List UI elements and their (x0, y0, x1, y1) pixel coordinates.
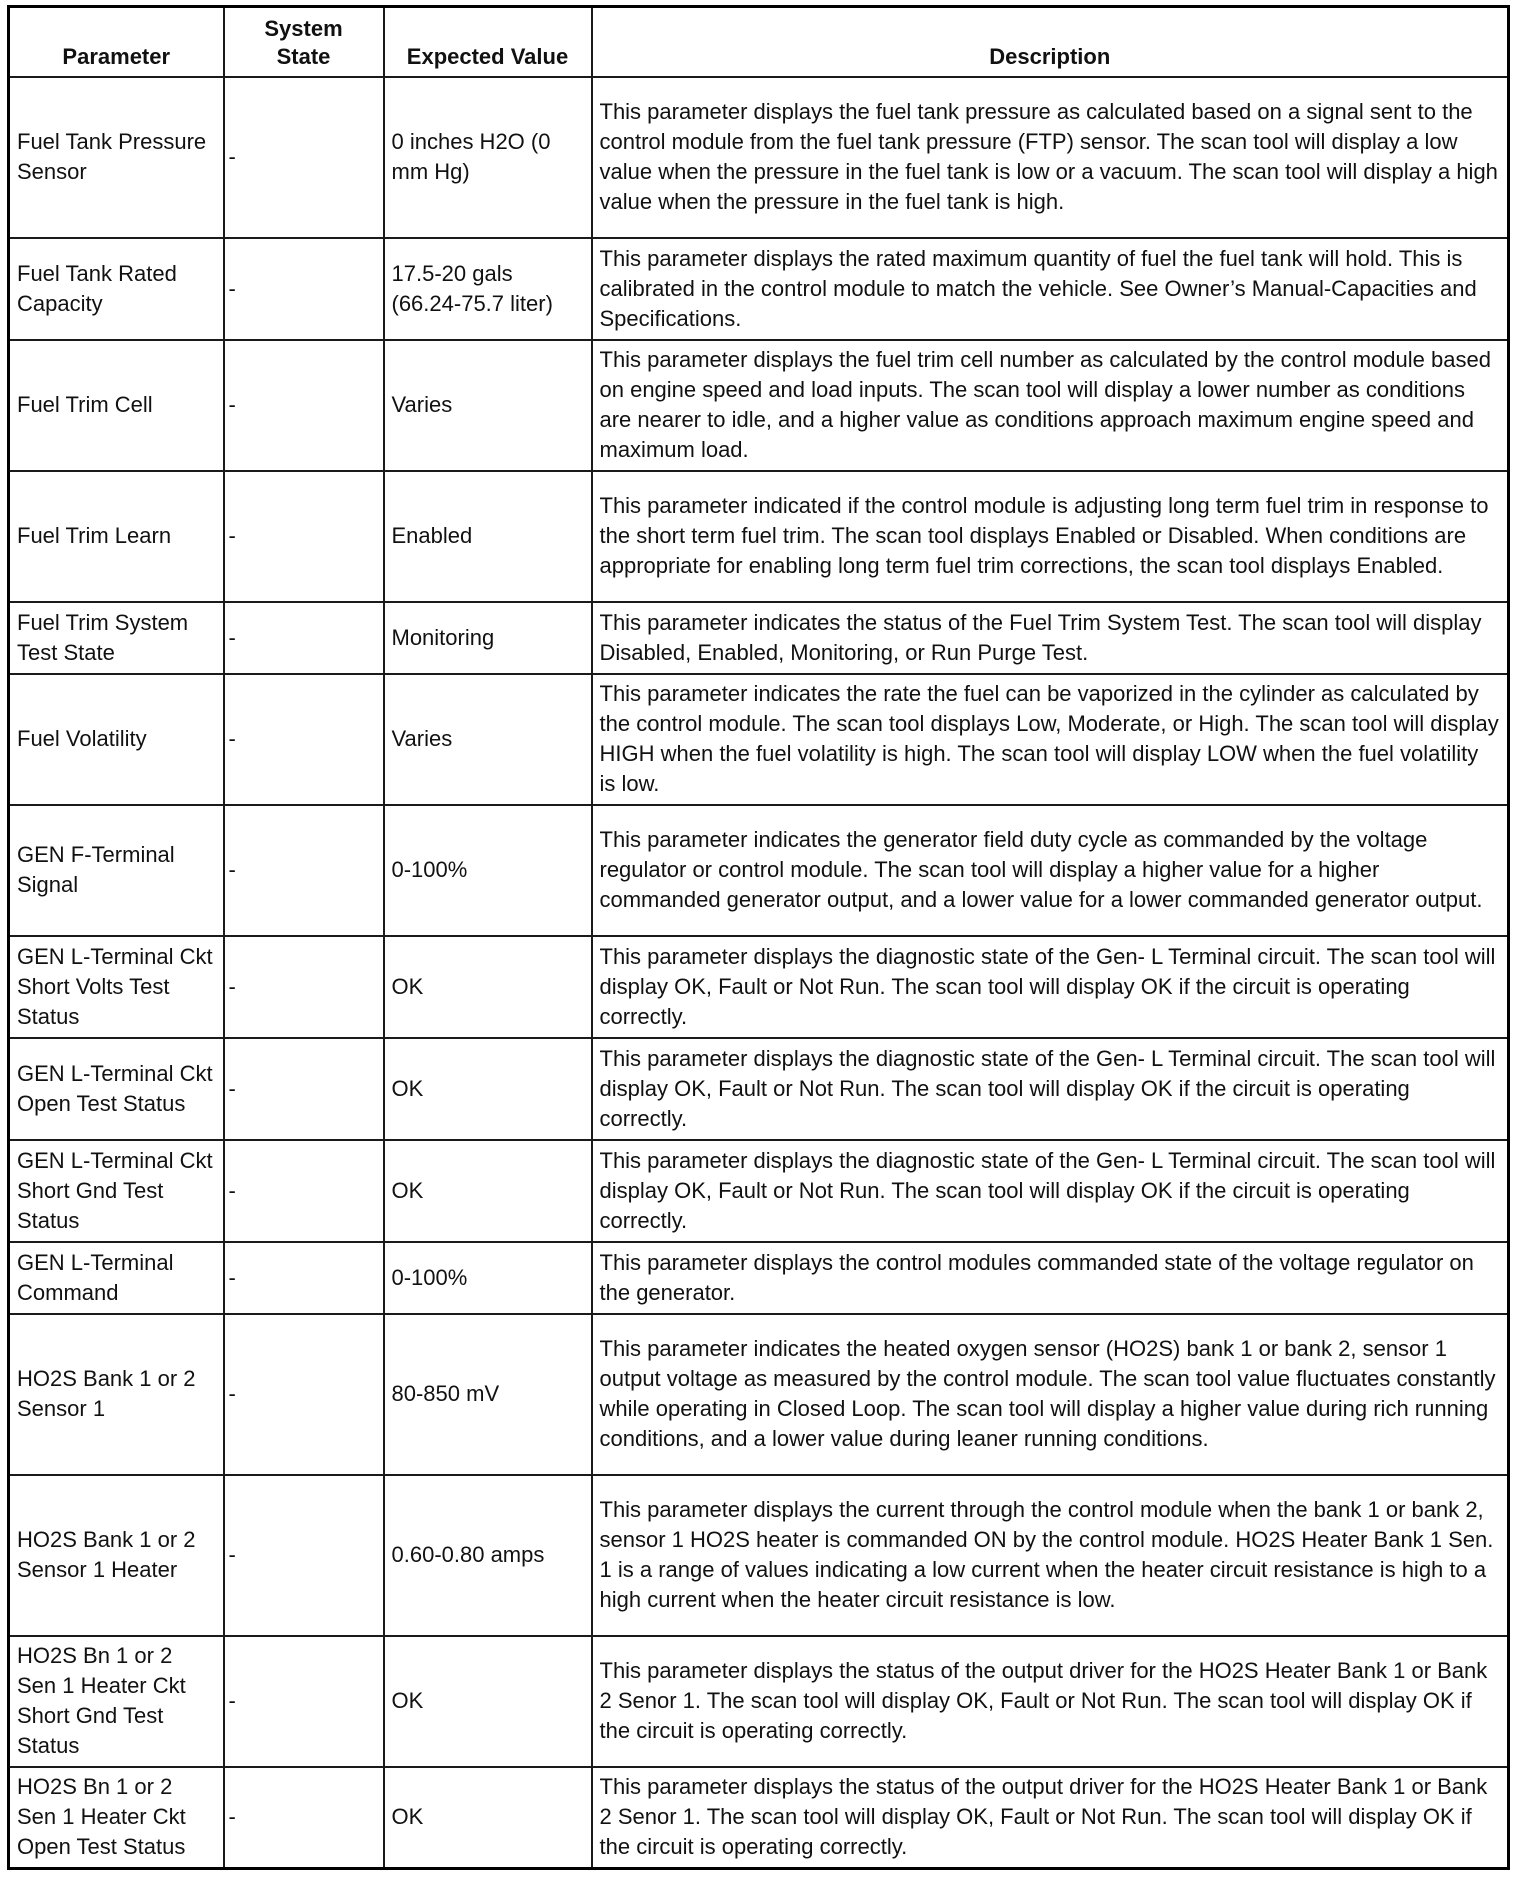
header-system-state-label: System State (264, 15, 343, 69)
row-system-state: - (224, 1314, 384, 1475)
row-system-state: - (224, 936, 384, 1038)
row-expected-value: Monitoring (384, 602, 592, 674)
row-parameter: Fuel Trim Learn (9, 471, 224, 602)
row-parameter: GEN F-Terminal Signal (9, 805, 224, 936)
row-description: This parameter displays the fuel trim cell number as calculated by the control module based on engine speed and load inputs. The scan tool will display a lower number as conditions are nearer to idle, and a higher value as conditions approach maximum engine speed and maximum load. (592, 340, 1509, 471)
row-description: This parameter displays the rated maximum quantity of fuel the fuel tank will hold. This is calibrated in the control module to match the vehicle. See Owner’s Manual-Capacities and Specifications. (592, 238, 1509, 340)
row-expected-value: Varies (384, 674, 592, 805)
table-row (9, 77, 1509, 238)
parameter-table (7, 5, 1510, 1870)
row-expected-value: OK (384, 1636, 592, 1767)
table-header (9, 7, 1509, 77)
table-row (9, 805, 1509, 936)
row-description: This parameter displays the diagnostic state of the Gen- L Terminal circuit. The scan tool will display OK, Fault or Not Run. The scan tool will display OK if the circuit is operating correctly. (592, 1038, 1509, 1140)
table-row (9, 1475, 1509, 1636)
row-parameter: GEN L-Terminal Ckt Short Volts Test Status (9, 936, 224, 1038)
table-body (9, 77, 1509, 1869)
row-expected-value: 17.5-20 gals (66.24-75.7 liter) (384, 238, 592, 340)
row-description: This parameter displays the diagnostic state of the Gen- L Terminal circuit. The scan tool will display OK, Fault or Not Run. The scan tool will display OK if the circuit is operating correctly. (592, 1140, 1509, 1242)
row-description: This parameter indicates the generator field duty cycle as commanded by the voltage regulator or control module. The scan tool will display a higher value for a higher commanded generator output, and a lower value for a lower commanded generator output. (592, 805, 1509, 936)
row-parameter: Fuel Tank Pressure Sensor (9, 77, 224, 238)
row-system-state: - (224, 602, 384, 674)
row-description: This parameter displays the status of the output driver for the HO2S Heater Bank 1 or Bank 2 Senor 1. The scan tool will display OK, Fault or Not Run. The scan tool will display OK if the circuit is operating correctly. (592, 1767, 1509, 1869)
table-row (9, 471, 1509, 602)
row-system-state: - (224, 805, 384, 936)
row-parameter: HO2S Bn 1 or 2 Sen 1 Heater Ckt Open Test Status (9, 1767, 224, 1869)
row-parameter: Fuel Trim Cell (9, 340, 224, 471)
row-expected-value: OK (384, 1140, 592, 1242)
row-expected-value: Enabled (384, 471, 592, 602)
row-system-state: - (224, 238, 384, 340)
row-system-state: - (224, 77, 384, 238)
row-expected-value: 0 inches H2O (0 mm Hg) (384, 77, 592, 238)
document-page (7, 5, 1507, 1870)
row-expected-value: 0-100% (384, 1242, 592, 1314)
row-system-state: - (224, 1475, 384, 1636)
row-system-state: - (224, 1140, 384, 1242)
row-expected-value: OK (384, 1767, 592, 1869)
row-system-state: - (224, 340, 384, 471)
row-parameter: GEN L-Terminal Ckt Short Gnd Test Status (9, 1140, 224, 1242)
table-row (9, 1140, 1509, 1242)
table-row (9, 674, 1509, 805)
row-parameter: HO2S Bn 1 or 2 Sen 1 Heater Ckt Short Gnd Test Status (9, 1636, 224, 1767)
row-description: This parameter displays the control modules commanded state of the voltage regulator on the generator. (592, 1242, 1509, 1314)
row-description: This parameter displays the diagnostic state of the Gen- L Terminal circuit. The scan tool will display OK, Fault or Not Run. The scan tool will display OK if the circuit is operating correctly. (592, 936, 1509, 1038)
row-parameter: HO2S Bank 1 or 2 Sensor 1 Heater (9, 1475, 224, 1636)
row-parameter: GEN L-Terminal Ckt Open Test Status (9, 1038, 224, 1140)
row-parameter: Fuel Volatility (9, 674, 224, 805)
row-system-state: - (224, 471, 384, 602)
row-expected-value: 0-100% (384, 805, 592, 936)
row-expected-value: OK (384, 936, 592, 1038)
row-system-state: - (224, 1038, 384, 1140)
table-row (9, 602, 1509, 674)
table-row (9, 238, 1509, 340)
row-description: This parameter indicates the rate the fuel can be vaporized in the cylinder as calculated by the control module. The scan tool displays Low, Moderate, or High. The scan tool will display HIGH when the fuel volatility is high. The scan tool will display LOW when the fuel volatility is low. (592, 674, 1509, 805)
row-expected-value: Varies (384, 340, 592, 471)
row-description: This parameter indicated if the control module is adjusting long term fuel trim in response to the short term fuel trim. The scan tool displays Enabled or Disabled. When conditions are appropriate for enabling long term fuel trim corrections, the scan tool displays Enabled. (592, 471, 1509, 602)
row-parameter: HO2S Bank 1 or 2 Sensor 1 (9, 1314, 224, 1475)
row-expected-value: 0.60-0.80 amps (384, 1475, 592, 1636)
table-row (9, 1038, 1509, 1140)
table-row (9, 1767, 1509, 1869)
table-row (9, 340, 1509, 471)
row-expected-value: 80-850 mV (384, 1314, 592, 1475)
row-description: This parameter indicates the heated oxygen sensor (HO2S) bank 1 or bank 2, sensor 1 output voltage as measured by the control module. The scan tool value fluctuates constantly while operating in Closed Loop. The scan tool will display a higher value during rich running conditions, and a lower value during leaner running conditions. (592, 1314, 1509, 1475)
row-description: This parameter displays the status of the output driver for the HO2S Heater Bank 1 or Bank 2 Senor 1. The scan tool will display OK, Fault or Not Run. The scan tool will display OK if the circuit is operating correctly. (592, 1636, 1509, 1767)
row-parameter: Fuel Tank Rated Capacity (9, 238, 224, 340)
header-parameter: Parameter (9, 7, 224, 77)
table-row (9, 1314, 1509, 1475)
row-description: This parameter displays the fuel tank pressure as calculated based on a signal sent to the control module from the fuel tank pressure (FTP) sensor. The scan tool will display a low value when the pressure in the fuel tank is low or a vacuum. The scan tool will display a high value when the pressure in the fuel tank is high. (592, 77, 1509, 238)
row-parameter: Fuel Trim System Test State (9, 602, 224, 674)
table-row (9, 1636, 1509, 1767)
table-row (9, 1242, 1509, 1314)
row-parameter: GEN L-Terminal Command (9, 1242, 224, 1314)
table-row (9, 936, 1509, 1038)
row-system-state: - (224, 1767, 384, 1869)
header-description: Description (592, 7, 1509, 77)
header-system-state (224, 7, 384, 77)
header-expected-value: Expected Value (384, 7, 592, 77)
row-system-state: - (224, 1242, 384, 1314)
row-system-state: - (224, 1636, 384, 1767)
row-description: This parameter displays the current through the control module when the bank 1 or bank 2, sensor 1 HO2S heater is commanded ON by the control module. HO2S Heater Bank 1 Sen. 1 is a range of values indicating a low current when the heater circuit resistance is high to a high current when the heater circuit resistance is low. (592, 1475, 1509, 1636)
row-description: This parameter indicates the status of the Fuel Trim System Test. The scan tool will display Disabled, Enabled, Monitoring, or Run Purge Test. (592, 602, 1509, 674)
header-row (9, 7, 1509, 77)
row-system-state: - (224, 674, 384, 805)
row-expected-value: OK (384, 1038, 592, 1140)
